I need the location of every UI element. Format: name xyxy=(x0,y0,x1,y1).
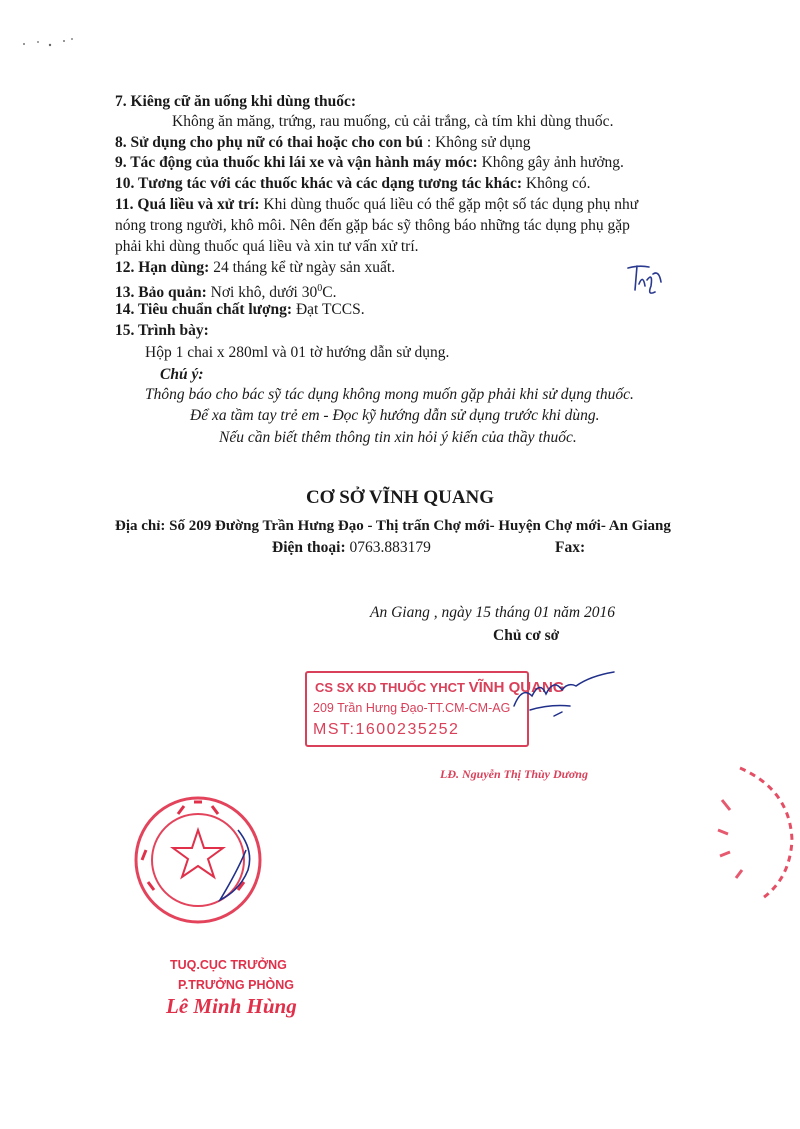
company-name: CƠ SỞ VĨNH QUANG xyxy=(305,487,495,508)
item-13-unit: C. xyxy=(322,284,337,302)
stamp-line-1-big: VĨNH QUANG xyxy=(468,679,565,696)
item-13-value: Nơi khô, dưới 30 xyxy=(206,284,318,302)
item-10-label: 10. Tương tác với các thuốc khác và các dạng tương tác khác: xyxy=(115,175,523,192)
owner-signature xyxy=(510,666,620,721)
item-14-label: 14. Tiêu chuẩn chất lượng: xyxy=(115,301,293,318)
fax-label: Fax: xyxy=(555,539,586,556)
item-9 xyxy=(115,153,624,173)
item-11-line1: Khi dùng thuốc quá liều có thể gặp một số tác dụng phụ như xyxy=(259,196,639,213)
item-11-line3: phải khi dùng thuốc quá liều và xin tư vấn xử trí. xyxy=(115,238,419,255)
item-9-value: Không gây ảnh hưởng. xyxy=(477,154,624,171)
owner-title: Chủ cơ sở xyxy=(493,627,560,644)
scan-speckle xyxy=(20,30,100,60)
notes-title: Chú ý: xyxy=(160,366,204,383)
initials-signature xyxy=(625,262,670,297)
item-11-label: 11. Quá liều và xử trí: xyxy=(115,196,260,213)
item-10 xyxy=(115,174,590,194)
notes-line-2: Để xa tầm tay trẻ em - Đọc kỹ hướng dẫn sử dụng trước khi dùng. xyxy=(190,407,600,424)
authority-signature: Lê Minh Hùng xyxy=(166,994,297,1018)
item-11 xyxy=(115,195,638,215)
item-15-text: Hộp 1 chai x 280ml và 01 tờ hướng dẫn sử dụng. xyxy=(145,344,450,361)
authority-line-1: TUQ.CỤC TRƯỞNG xyxy=(170,958,287,972)
company-phone xyxy=(272,538,431,558)
partial-seal-right xyxy=(700,760,800,910)
company-stamp xyxy=(305,671,565,747)
item-8-label: 8. Sử dụng cho phụ nữ có thai hoặc cho con bú xyxy=(115,134,424,151)
stamp-line-3: MST:1600235252 xyxy=(313,721,460,738)
dateline: An Giang , ngày 15 tháng 01 năm 2016 xyxy=(370,604,615,621)
authority-line-2: P.TRƯỞNG PHÒNG xyxy=(178,978,294,992)
stamp-line-2: 209 Trần Hưng Đạo-TT.CM-CM-AG xyxy=(313,701,511,715)
item-14-value: Đạt TCCS. xyxy=(292,301,365,318)
item-7-title: 7. Kiêng cữ ăn uống khi dùng thuốc: xyxy=(115,93,357,110)
company-address: Địa chỉ: Số 209 Đường Trần Hưng Đạo - Thị trấn Chợ mới- Huyện Chợ mới- An Giang xyxy=(115,518,671,534)
item-12-label: 12. Hạn dùng: xyxy=(115,259,210,276)
item-8 xyxy=(115,133,530,153)
item-11-line2: nóng trong người, khô môi. Nên đến gặp bác sỹ thông báo những tác dụng phụ gặp xyxy=(115,217,630,234)
phone-label: Điện thoại: xyxy=(272,539,346,556)
item-13-label: 13. Bảo quản: xyxy=(115,284,207,302)
item-12-value: 24 tháng kể từ ngày sản xuất. xyxy=(209,259,396,276)
item-9-label: 9. Tác động của thuốc khi lái xe và vận hành máy móc: xyxy=(115,154,478,171)
owner-signature-name: LĐ. Nguyễn Thị Thùy Dương xyxy=(440,767,588,781)
item-12 xyxy=(115,258,395,278)
item-10-value: Không có. xyxy=(522,175,591,192)
stamp-line-1-small: CS SX KD THUỐC YHCT xyxy=(315,680,469,695)
degree-sup: 0 xyxy=(317,283,323,294)
item-14 xyxy=(115,300,365,320)
notes-line-3: Nếu cần biết thêm thông tin xin hỏi ý kiến của thầy thuốc. xyxy=(219,429,577,446)
item-7-text: Không ăn măng, trứng, rau muống, củ cải trắng, cà tím khi dùng thuốc. xyxy=(172,113,614,130)
phone-value: 0763.883179 xyxy=(345,539,431,556)
item-15-title: 15. Trình bày: xyxy=(115,322,209,339)
notes-line-1: Thông báo cho bác sỹ tác dụng không mong muốn gặp phải khi sử dụng thuốc. xyxy=(145,386,634,403)
authority-seal xyxy=(128,790,268,930)
item-8-value: : Không sử dụng xyxy=(423,134,531,151)
